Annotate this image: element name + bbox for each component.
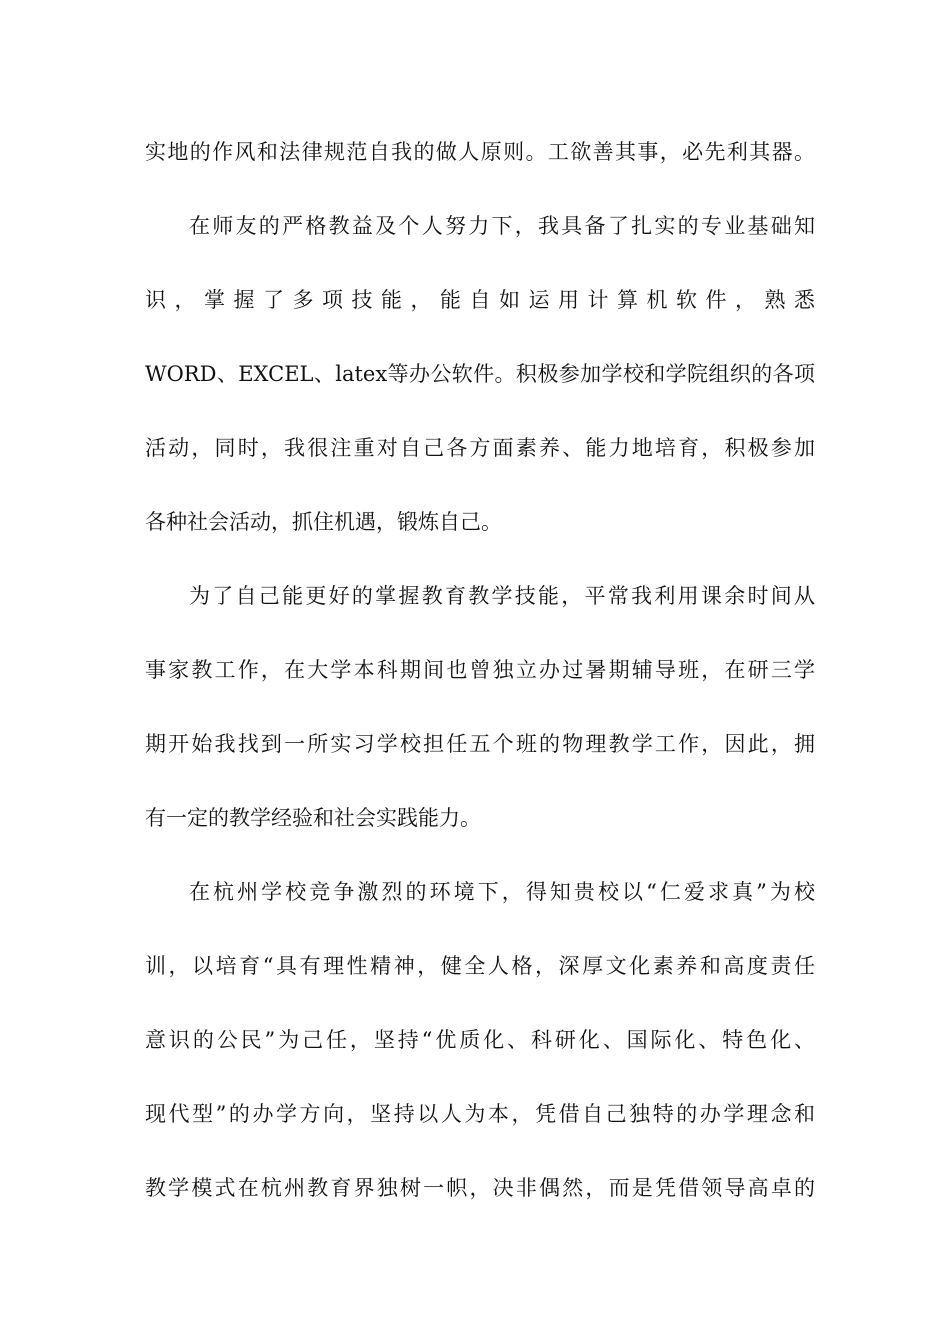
text-line-3: 识，掌握了多项技能，能自如运用计算机软件，熟悉 — [145, 288, 815, 312]
document-body — [145, 130, 815, 1240]
text-line-11: 在杭州学校竞争激烈的环境下，得知贵校以“仁爱求真”为校 — [189, 880, 815, 904]
text-line-5: 活动，同时，我很注重对自己各方面素养、能力地培育，积极参加 — [145, 436, 815, 460]
text-line-12: 训，以培育“具有理性精神，健全人格，深厚文化素养和高度责任 — [145, 954, 815, 978]
text-line-13: 意识的公民”为己任，坚持“优质化、科研化、国际化、特色化、 — [145, 1028, 815, 1052]
text-line-4: WORD、EXCEL、latex等办公软件。积极参加学校和学院组织的各项 — [145, 362, 815, 386]
text-line-15: 教学模式在杭州教育界独树一帜，决非偶然，而是凭借领导高卓的 — [145, 1176, 815, 1200]
text-line-14: 现代型”的办学方向，坚持以人为本，凭借自己独特的办学理念和 — [145, 1102, 815, 1126]
text-line-7: 为了自己能更好的掌握教育教学技能，平常我利用课余时间从 — [189, 584, 815, 608]
text-line-6: 各种社会活动，抓住机遇，锻炼自己。 — [145, 510, 502, 534]
text-line-10: 有一定的教学经验和社会实践能力。 — [145, 806, 481, 830]
text-line-9: 期开始我找到一所实习学校担任五个班的物理教学工作，因此，拥 — [145, 732, 815, 756]
text-line-2: 在师友的严格教益及个人努力下，我具备了扎实的专业基础知 — [189, 214, 815, 238]
text-line-1: 实地的作风和法律规范自我的做人原则。工欲善其事，必先利其器。 — [145, 140, 815, 164]
text-line-8: 事家教工作，在大学本科期间也曾独立办过暑期辅导班，在研三学 — [145, 658, 815, 682]
